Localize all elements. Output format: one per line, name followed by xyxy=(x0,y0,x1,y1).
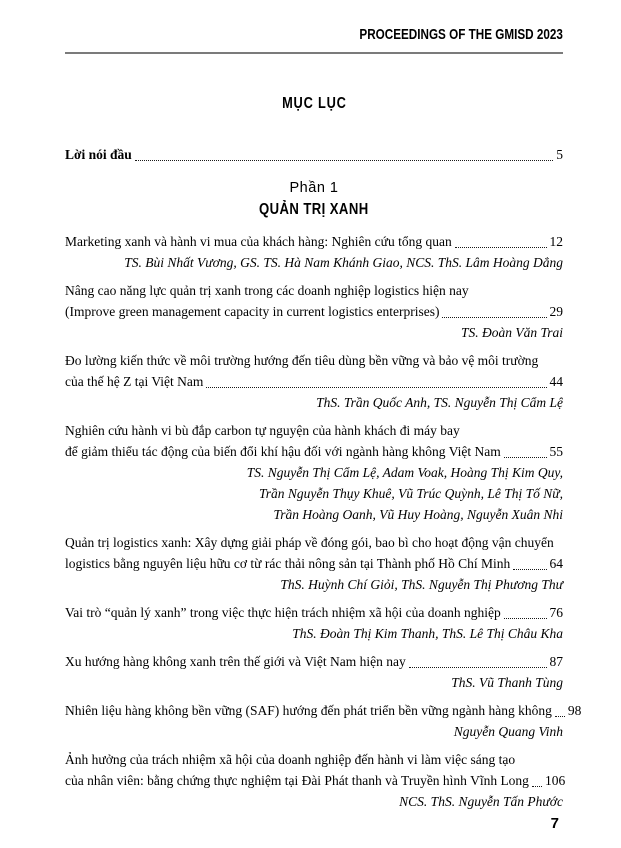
entry-title-row xyxy=(65,371,563,392)
toc-entry xyxy=(65,350,563,413)
dot-leader xyxy=(409,667,547,668)
entry-authors-line: TS. Đoàn Văn Trai xyxy=(460,325,563,340)
entry-authors-line: ThS. Trần Quốc Anh, TS. Nguyễn Thị Cẩm Lệ xyxy=(316,395,563,410)
dot-leader xyxy=(455,247,547,248)
entry-authors-line: Nguyễn Quang Vinh xyxy=(453,724,563,739)
entry-title-row xyxy=(65,770,566,791)
entry-title-line: Nhiên liệu hàng không bền vững (SAF) hướng đến phát triển bền vững ngành hàng không xyxy=(65,703,552,718)
section-title xyxy=(65,200,563,220)
entry-title-line: Vai trò “quản lý xanh” trong việc thực hiện trách nhiệm xã hội của doanh nghiệp xyxy=(65,605,501,620)
entry-title-line: Nghiên cứu hành vi bù đắp carbon tự nguyện của hành khách đi máy bay xyxy=(65,423,460,438)
entry-title-line: logistics bằng nguyên liệu hữu cơ từ rác thải nông sản tại Thành phố Hồ Chí Minh xyxy=(65,556,511,571)
entry-authors-line: TS. Nguyễn Thị Cẩm Lệ, Adam Voak, Hoàng Thị Kim Quy, xyxy=(246,465,563,480)
dot-leader xyxy=(504,618,547,619)
entry-page-number: 64 xyxy=(549,556,563,571)
entry-title-line: Xu hướng hàng không xanh trên thế giới và Việt Nam hiện nay xyxy=(65,654,406,669)
entry-page-number: 55 xyxy=(549,444,563,459)
entry-title-row xyxy=(65,700,582,721)
toc-entry xyxy=(65,420,563,525)
dot-leader xyxy=(513,569,546,570)
dot-leader xyxy=(135,160,553,161)
entry-title-line: của nhân viên: bằng chứng thực nghiệm tại Đài Phát thanh và Truyền hình Vĩnh Long xyxy=(65,773,529,788)
running-header xyxy=(65,26,563,44)
entry-authors-line: ThS. Vũ Thanh Tùng xyxy=(451,675,563,690)
toc-entry xyxy=(65,231,563,273)
dot-leader xyxy=(206,387,546,388)
foreword-label: Lời nói đầu xyxy=(65,147,132,162)
entry-title-line: (Improve green management capacity in current logistics enterprises) xyxy=(65,304,440,319)
entry-page-number: 44 xyxy=(549,374,563,389)
entry-title-line: Nâng cao năng lực quản trị xanh trong các doanh nghiệp logistics hiện nay xyxy=(65,283,469,298)
foreword-page-number: 5 xyxy=(556,147,563,162)
entry-authors-line: TS. Bùi Nhất Vương, GS. TS. Hà Nam Khánh Giao, NCS. ThS. Lâm Hoàng Dẳng xyxy=(124,255,563,270)
entry-title-line: Đo lường kiến thức về môi trường hướng đến tiêu dùng bền vững và bảo vệ môi trường xyxy=(65,353,539,368)
page-title xyxy=(65,94,563,114)
entry-authors-line: Trần Hoàng Oanh, Vũ Huy Hoàng, Nguyễn Xuân Nhi xyxy=(273,507,563,522)
entry-authors-line: ThS. Đoàn Thị Kim Thanh, ThS. Lê Thị Châu Kha xyxy=(292,626,563,641)
section-title-text: QUẢN TRỊ XANH xyxy=(259,201,369,218)
dot-leader xyxy=(532,786,542,787)
entry-authors-line: NCS. ThS. Nguyễn Tấn Phước xyxy=(399,794,563,809)
entry-page-number: 12 xyxy=(549,234,563,249)
toc-entry xyxy=(65,749,566,812)
entry-title-row xyxy=(65,231,563,252)
entry-title-line: của thế hệ Z tại Việt Nam xyxy=(65,374,204,389)
dot-leader xyxy=(555,716,565,717)
entry-title-row xyxy=(65,441,563,462)
toc-entry xyxy=(65,651,563,693)
entry-page-number: 98 xyxy=(567,703,582,718)
toc-entry xyxy=(65,532,563,595)
entry-title-row xyxy=(65,602,563,623)
entry-page-number: 29 xyxy=(549,304,563,319)
entry-page-number: 106 xyxy=(544,773,566,788)
page-number: 7 xyxy=(550,815,559,832)
entry-authors-line: Trần Nguyễn Thụy Khuê, Vũ Trúc Quỳnh, Lê Thị Tố Nữ, xyxy=(258,486,563,501)
toc-entry xyxy=(65,700,582,742)
entry-page-number: 76 xyxy=(549,605,563,620)
running-header-text: PROCEEDINGS OF THE GMISD 2023 xyxy=(359,26,563,43)
entry-title-row xyxy=(65,553,563,574)
entry-page-number: 87 xyxy=(549,654,563,669)
page-title-text: MỤC LỤC xyxy=(281,95,347,112)
entry-title-line: Ảnh hưởng của trách nhiệm xã hội của doanh nghiệp đến hành vi làm việc sáng tạo xyxy=(65,752,516,767)
entry-authors-line: ThS. Huỳnh Chí Giỏi, ThS. Nguyễn Thị Phương Thư xyxy=(280,577,563,592)
section-part-label: Phần 1 xyxy=(289,180,339,196)
entry-title-line: Marketing xanh và hành vi mua của khách hàng: Nghiên cứu tổng quan xyxy=(65,234,452,249)
toc-entries xyxy=(65,231,582,812)
dot-leader xyxy=(504,457,547,458)
entry-title-row xyxy=(65,301,563,322)
entry-title-line: để giảm thiểu tác động của biến đổi khí hậu đối với ngành hàng không Việt Nam xyxy=(65,444,501,459)
toc-entry-foreword xyxy=(65,144,563,165)
header-rule xyxy=(65,52,563,54)
dot-leader xyxy=(442,317,546,318)
toc-entry xyxy=(65,602,563,644)
entry-title-line: Quản trị logistics xanh: Xây dựng giải pháp về đóng gói, bao bì cho hoạt động vận chuyển xyxy=(65,535,554,550)
entry-title-row xyxy=(65,651,563,672)
toc-entry xyxy=(65,280,563,343)
